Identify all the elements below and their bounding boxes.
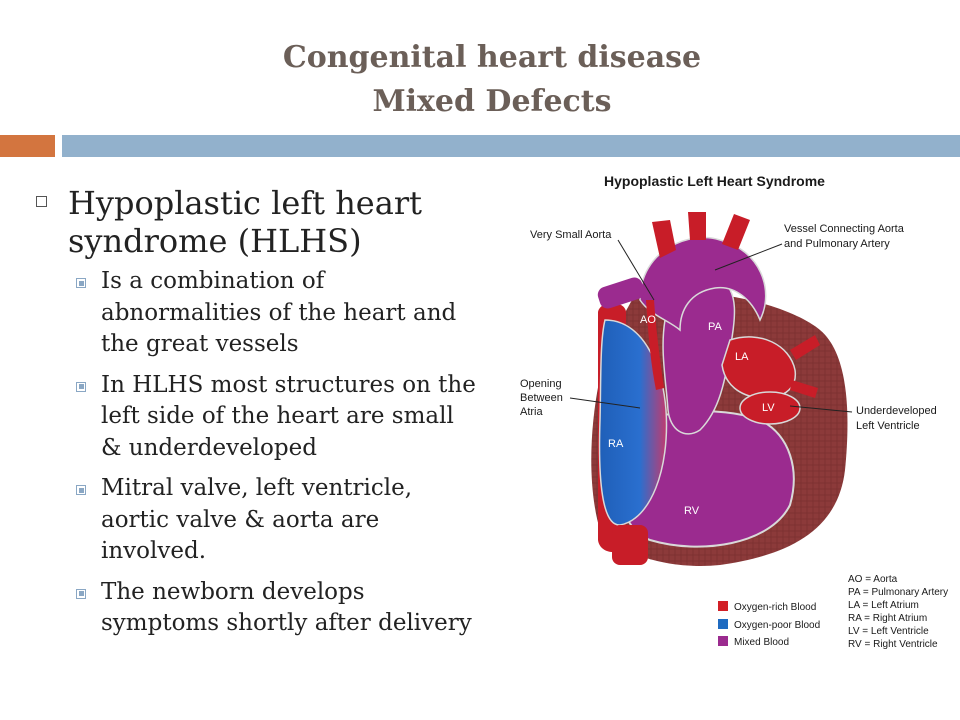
slide-title [0,36,960,124]
chamber-label-pa: PA [708,321,722,333]
sub-bullet-text: In HLHS most structures on the left side of the heart are small & underdeveloped [101,371,476,461]
abbreviation-rv: RV = Right Ventricle [848,639,938,650]
callout-opening-line2: Between [520,392,563,404]
sub-bullet [76,577,476,640]
legend-swatch-mixed [718,636,728,646]
diagram-title: Hypoplastic Left Heart Syndrome [604,173,825,189]
accent-bar-blue [62,135,960,157]
abbreviation-lv: LV = Left Ventricle [848,626,929,637]
callout-underdeveloped-line1: Underdeveloped [856,405,937,417]
abbreviation-ao: AO = Aorta [848,574,898,585]
main-bullet-text: Hypoplastic left heart syndrome (HLHS) [68,184,422,260]
callout-opening-line1: Opening [520,378,562,390]
chamber-label-lv: LV [762,402,775,414]
callout-vessel-line1: Vessel Connecting Aorta [784,223,904,235]
legend-label-oxygen-rich: Oxygen-rich Blood [734,602,817,613]
legend-label-mixed: Mixed Blood [734,637,790,648]
legend-swatch-oxygen-poor [718,619,728,629]
outline-square-bullet-icon [36,196,47,207]
sub-bullet-text: The newborn develops symptoms shortly after delivery [101,578,472,636]
callout-opening-line3: Atria [520,406,543,418]
abbreviation-key [848,574,948,650]
hlhs-heart-diagram [500,160,960,660]
sub-bullet [76,473,476,568]
sub-bullet-list [76,266,476,649]
abbreviation-ra: RA = Right Atrium [848,613,928,624]
chamber-label-rv: RV [684,505,700,517]
legend-swatch-oxygen-rich [718,601,728,611]
callout-vessel-line2: and Pulmonary Artery [784,238,890,250]
square-bullet-icon [76,382,86,392]
color-legend [718,601,820,648]
square-bullet-icon [76,485,86,495]
main-bullet [36,184,476,260]
square-bullet-icon [76,589,86,599]
callout-underdeveloped-line2: Left Ventricle [856,420,920,432]
accent-bar-orange [0,135,55,157]
sub-bullet-text: Is a combination of abnormalities of the heart and the great vessels [101,268,457,357]
abbreviation-la: LA = Left Atrium [848,600,919,611]
square-bullet-icon [76,278,86,288]
title-line-2: Mixed Defects [372,84,612,119]
sub-bullet-text: Mitral valve, left ventricle, aortic valve & aorta are involved. [101,475,413,564]
chamber-label-ra: RA [608,438,624,450]
title-line-1: Congenital heart disease [282,40,702,75]
inferior-vena-cava-shape [612,525,648,565]
abbreviation-pa: PA = Pulmonary Artery [848,587,949,598]
sub-bullet [76,370,476,465]
callout-very-small-aorta: Very Small Aorta [530,229,612,241]
sub-bullet [76,266,476,361]
chamber-label-la: LA [735,351,749,363]
legend-label-oxygen-poor: Oxygen-poor Blood [734,620,821,631]
chamber-label-ao: AO [640,314,656,326]
